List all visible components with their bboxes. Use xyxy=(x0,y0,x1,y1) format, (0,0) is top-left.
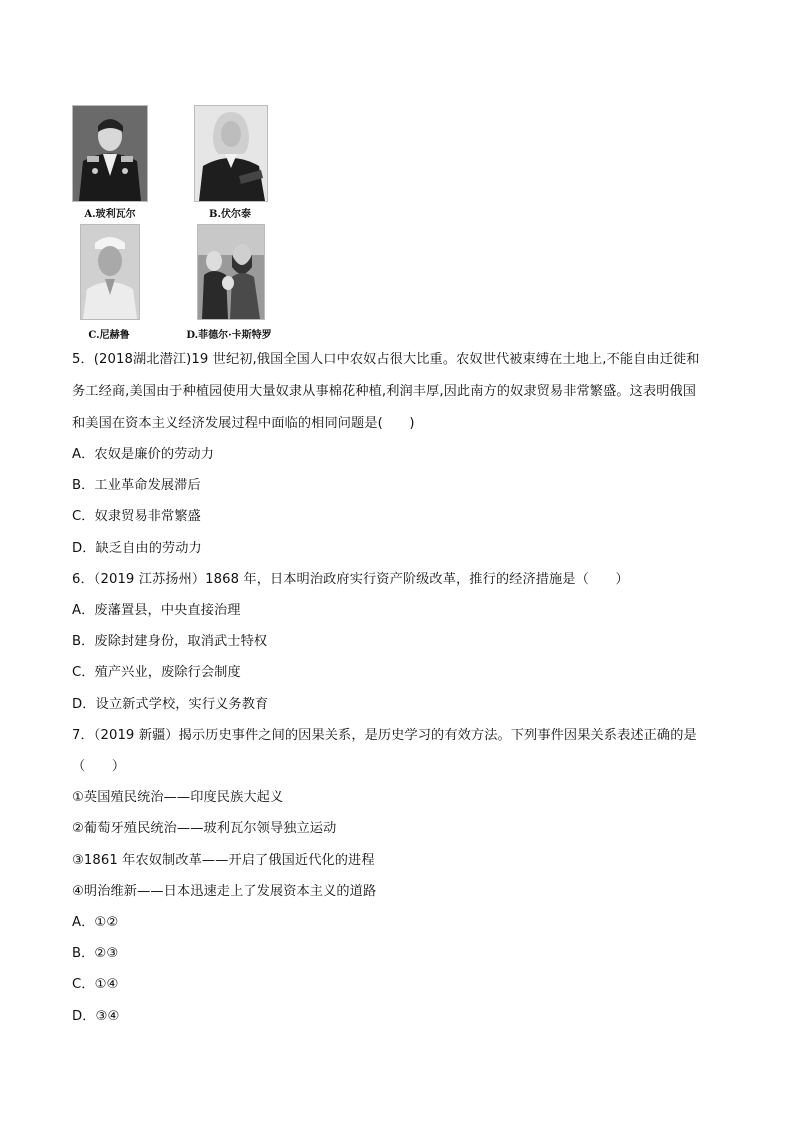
q6-option-c: C．殖产兴业，废除行会制度 xyxy=(72,665,241,680)
q6-option-a: A．废藩置县，中央直接治理 xyxy=(72,603,241,618)
q7-answer-paren: （ ） xyxy=(72,759,126,774)
caption-c: C.尼赫鲁 xyxy=(88,330,130,341)
q7-item-1: ①英国殖民统治——印度民族大起义 xyxy=(72,790,284,805)
q5-option-d: D．缺乏自由的劳动力 xyxy=(72,541,202,556)
q7-item-3: ③1861 年农奴制改革——开启了俄国近代化的进程 xyxy=(72,853,375,868)
q6-option-b: B．废除封建身份，取消武士特权 xyxy=(72,634,268,649)
q5-option-b: B．工业革命发展滞后 xyxy=(72,478,201,493)
q5-stem-line-3: 和美国在资本主义经济发展过程中面临的相同问题是( ) xyxy=(72,416,415,431)
q5-option-c: C．奴隶贸易非常繁盛 xyxy=(72,509,201,524)
q5-stem-line-1: 5．(2018湖北潜江)19 世纪初,俄国全国人口中农奴占很大比重。农奴世代被束缚在土地上,不能自由迁徙和 xyxy=(72,352,700,367)
q7-option-b: B．②③ xyxy=(72,946,119,961)
q5-option-a: A．农奴是廉价的劳动力 xyxy=(72,447,214,462)
caption-d: D.菲德尔·卡斯特罗 xyxy=(186,330,272,341)
photo-voltaire xyxy=(194,105,268,202)
photo-castro xyxy=(197,224,265,320)
q7-option-a: A．①② xyxy=(72,915,119,930)
caption-a: A.玻利瓦尔 xyxy=(84,209,136,220)
q5-stem-line-2: 务工经商,美国由于种植园使用大量奴隶从事棉花种植,利润丰厚,因此南方的奴隶贸易非常繁盛。这表明俄国 xyxy=(72,384,697,399)
q6-stem: 6．（2019 江苏扬州）1868 年，日本明治政府实行资产阶级改革，推行的经济措施是（ ） xyxy=(72,572,629,587)
caption-b: B.伏尔泰 xyxy=(209,209,251,220)
q6-option-d: D．设立新式学校，实行义务教育 xyxy=(72,697,269,712)
photo-nehru xyxy=(80,224,140,320)
q7-option-c: C．①④ xyxy=(72,977,119,992)
q7-item-4: ④明治维新——日本迅速走上了发展资本主义的道路 xyxy=(72,884,377,899)
photo-bolivar xyxy=(72,105,148,202)
q7-stem: 7．（2019 新疆）揭示历史事件之间的因果关系，是历史学习的有效方法。下列事件因果关系表述正确的是 xyxy=(72,728,697,743)
q7-item-2: ②葡萄牙殖民统治——玻利瓦尔领导独立运动 xyxy=(72,821,337,836)
q7-option-d: D．③④ xyxy=(72,1009,120,1024)
